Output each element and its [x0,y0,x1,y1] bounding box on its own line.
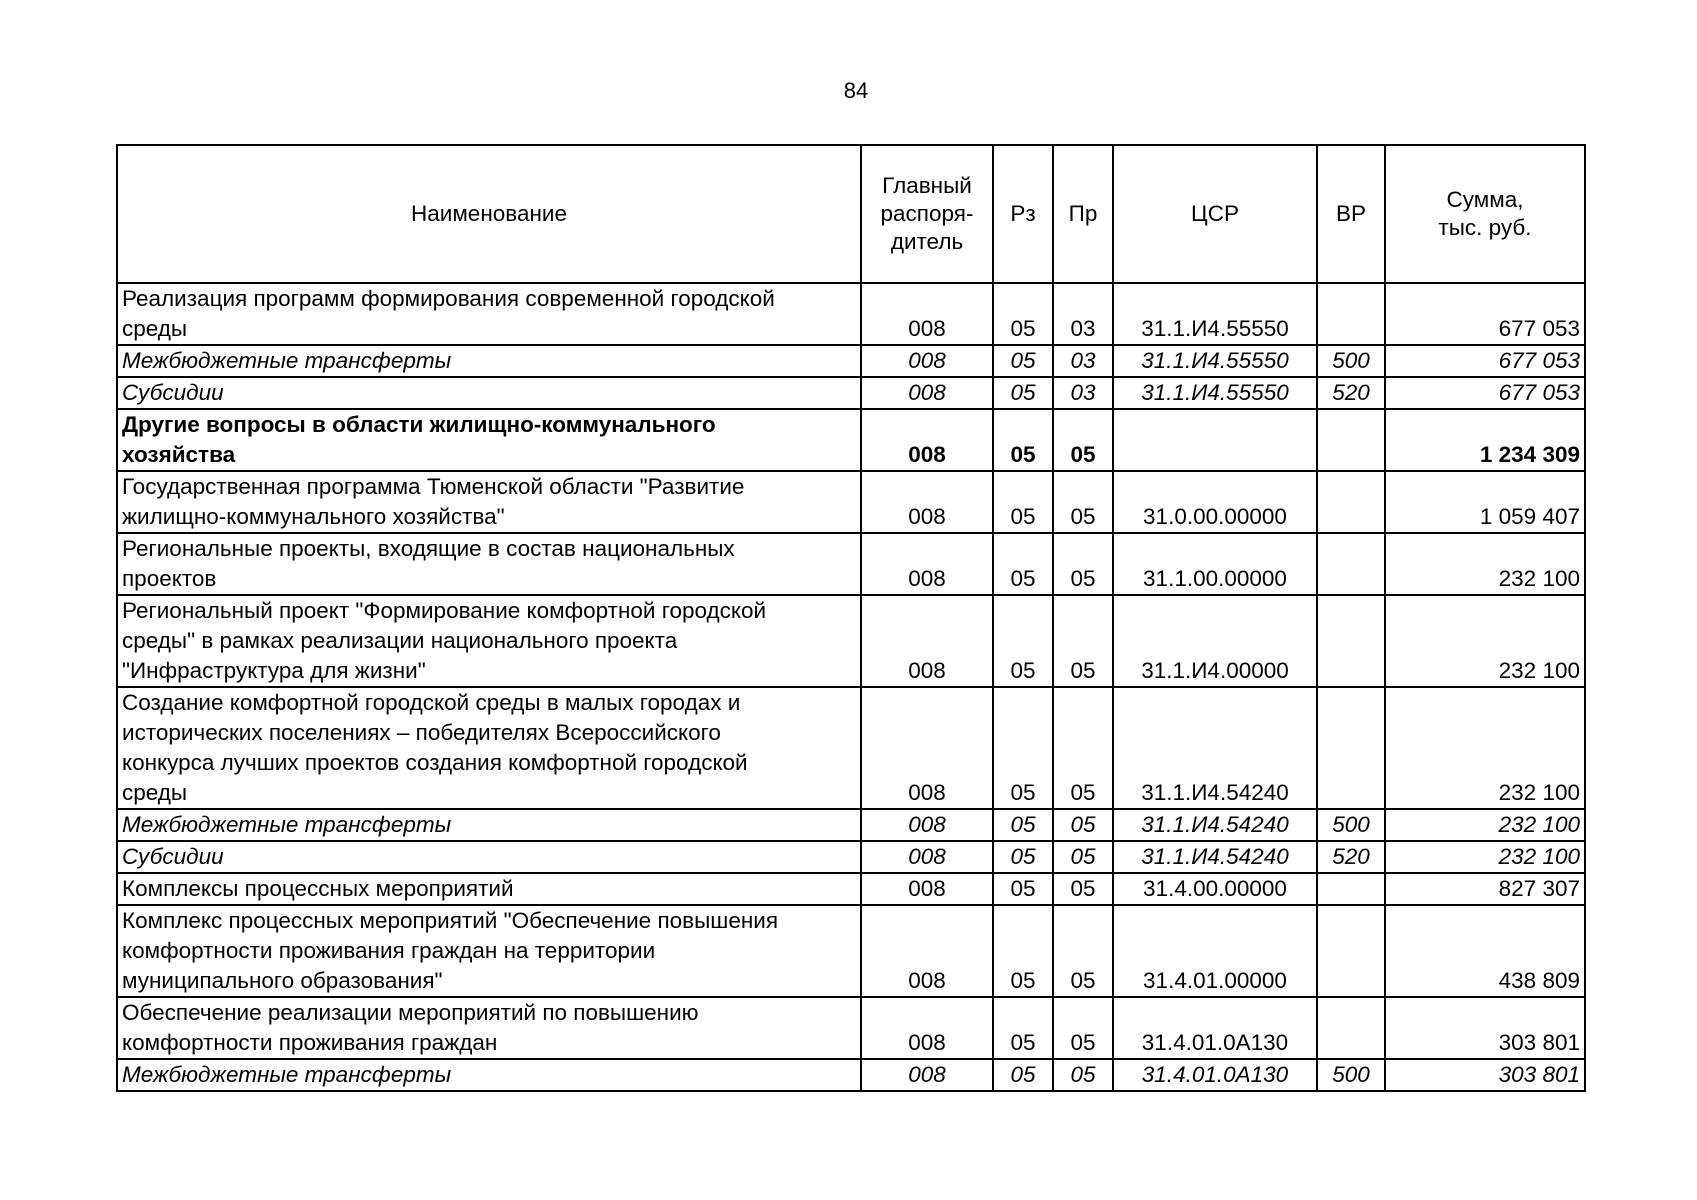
cell-rz: 05 [993,345,1053,377]
cell-pr: 05 [1053,409,1113,471]
header-sum-label: Сумма, тыс. руб. [1438,187,1532,240]
cell-vr [1317,687,1385,809]
header-sum [1385,145,1585,283]
budget-table [116,144,1586,1092]
cell-main-manager: 008 [861,471,993,533]
cell-name: Региональный проект "Формирование комфортной городской среды" в рамках реализации национального проекта "Инфраструктура для жизни" [117,595,861,687]
cell-vr: 500 [1317,345,1385,377]
table-row [117,873,1585,905]
cell-csr: 31.4.01.00000 [1113,905,1317,997]
cell-pr: 05 [1053,905,1113,997]
cell-csr: 31.0.00.00000 [1113,471,1317,533]
header-csr-label: ЦСР [1191,201,1239,226]
cell-csr: 31.1.И4.54240 [1113,687,1317,809]
table-row [117,377,1585,409]
cell-rz: 05 [993,687,1053,809]
cell-name: Субсидии [117,841,861,873]
cell-pr: 05 [1053,471,1113,533]
cell-main-manager: 008 [861,377,993,409]
header-rz [993,145,1053,283]
cell-name: Комплексы процессных мероприятий [117,873,861,905]
cell-name: Межбюджетные трансферты [117,345,861,377]
cell-csr: 31.1.И4.55550 [1113,345,1317,377]
cell-vr [1317,595,1385,687]
cell-rz: 05 [993,997,1053,1059]
table-body [117,283,1585,1091]
table-row [117,283,1585,345]
cell-name: Межбюджетные трансферты [117,1059,861,1091]
cell-sum: 438 809 [1385,905,1585,997]
cell-csr: 31.1.И4.54240 [1113,841,1317,873]
cell-rz: 05 [993,1059,1053,1091]
header-rz-label: Рз [1010,201,1036,226]
cell-rz: 05 [993,409,1053,471]
cell-vr [1317,471,1385,533]
cell-rz: 05 [993,873,1053,905]
header-name-label: Наименование [411,201,567,226]
cell-pr: 03 [1053,283,1113,345]
cell-sum: 232 100 [1385,841,1585,873]
cell-sum: 232 100 [1385,687,1585,809]
cell-sum: 1 234 309 [1385,409,1585,471]
header-vr [1317,145,1385,283]
header-main-manager [861,145,993,283]
cell-name: Государственная программа Тюменской области "Развитие жилищно-коммунального хозяйства" [117,471,861,533]
cell-sum: 677 053 [1385,283,1585,345]
cell-main-manager: 008 [861,345,993,377]
cell-name: Создание комфортной городской среды в малых городах и исторических поселениях – победителях Всероссийского конкурса лучших проектов создания комфортной городской среды [117,687,861,809]
cell-csr [1113,409,1317,471]
header-main-manager-label: Главный распоря- дитель [880,173,974,254]
cell-csr: 31.1.00.00000 [1113,533,1317,595]
header-vr-label: ВР [1335,201,1366,226]
cell-rz: 05 [993,471,1053,533]
cell-name: Региональные проекты, входящие в состав национальных проектов [117,533,861,595]
cell-vr [1317,905,1385,997]
table-row [117,471,1585,533]
cell-vr: 500 [1317,1059,1385,1091]
cell-name: Другие вопросы в области жилищно-коммунального хозяйства [117,409,861,471]
cell-rz: 05 [993,283,1053,345]
cell-rz: 05 [993,809,1053,841]
cell-csr: 31.4.01.0А130 [1113,1059,1317,1091]
header-csr [1113,145,1317,283]
cell-csr: 31.1.И4.00000 [1113,595,1317,687]
table-row [117,841,1585,873]
cell-name: Реализация программ формирования современной городской среды [117,283,861,345]
cell-csr: 31.4.01.0А130 [1113,997,1317,1059]
cell-vr [1317,997,1385,1059]
cell-main-manager: 008 [861,595,993,687]
cell-name: Межбюджетные трансферты [117,809,861,841]
table-row [117,345,1585,377]
cell-name: Субсидии [117,377,861,409]
cell-csr: 31.1.И4.55550 [1113,283,1317,345]
cell-pr: 05 [1053,595,1113,687]
cell-csr: 31.1.И4.55550 [1113,377,1317,409]
cell-vr: 520 [1317,841,1385,873]
table-row [117,997,1585,1059]
cell-pr: 05 [1053,533,1113,595]
cell-sum: 232 100 [1385,595,1585,687]
cell-rz: 05 [993,533,1053,595]
table-row [117,595,1585,687]
cell-csr: 31.1.И4.54240 [1113,809,1317,841]
cell-sum: 1 059 407 [1385,471,1585,533]
cell-vr: 520 [1317,377,1385,409]
cell-main-manager: 008 [861,533,993,595]
header-row [117,145,1585,283]
cell-pr: 05 [1053,841,1113,873]
cell-main-manager: 008 [861,409,993,471]
table-row [117,533,1585,595]
cell-sum: 827 307 [1385,873,1585,905]
cell-name: Обеспечение реализации мероприятий по повышению комфортности проживания граждан [117,997,861,1059]
table-row [117,809,1585,841]
page-number: 84 [843,78,869,103]
cell-rz: 05 [993,905,1053,997]
cell-sum: 232 100 [1385,809,1585,841]
cell-vr: 500 [1317,809,1385,841]
cell-rz: 05 [993,377,1053,409]
cell-pr: 03 [1053,345,1113,377]
cell-rz: 05 [993,595,1053,687]
cell-pr: 05 [1053,809,1113,841]
cell-pr: 05 [1053,687,1113,809]
cell-rz: 05 [993,841,1053,873]
cell-main-manager: 008 [861,997,993,1059]
cell-pr: 03 [1053,377,1113,409]
cell-main-manager: 008 [861,841,993,873]
cell-pr: 05 [1053,873,1113,905]
cell-sum: 232 100 [1385,533,1585,595]
cell-sum: 303 801 [1385,997,1585,1059]
cell-vr [1317,533,1385,595]
cell-main-manager: 008 [861,1059,993,1091]
header-pr-label: Пр [1068,201,1098,226]
cell-main-manager: 008 [861,905,993,997]
header-pr [1053,145,1113,283]
cell-sum: 303 801 [1385,1059,1585,1091]
cell-vr [1317,283,1385,345]
cell-main-manager: 008 [861,809,993,841]
header-name [117,145,861,283]
cell-pr: 05 [1053,1059,1113,1091]
cell-main-manager: 008 [861,873,993,905]
cell-vr [1317,873,1385,905]
table-row [117,1059,1585,1091]
cell-csr: 31.4.00.00000 [1113,873,1317,905]
cell-main-manager: 008 [861,687,993,809]
cell-main-manager: 008 [861,283,993,345]
cell-vr [1317,409,1385,471]
table-row [117,409,1585,471]
table-row [117,687,1585,809]
cell-name: Комплекс процессных мероприятий "Обеспечение повышения комфортности проживания граждан на территории муниципального образования" [117,905,861,997]
cell-pr: 05 [1053,997,1113,1059]
cell-sum: 677 053 [1385,345,1585,377]
table-row [117,905,1585,997]
cell-sum: 677 053 [1385,377,1585,409]
